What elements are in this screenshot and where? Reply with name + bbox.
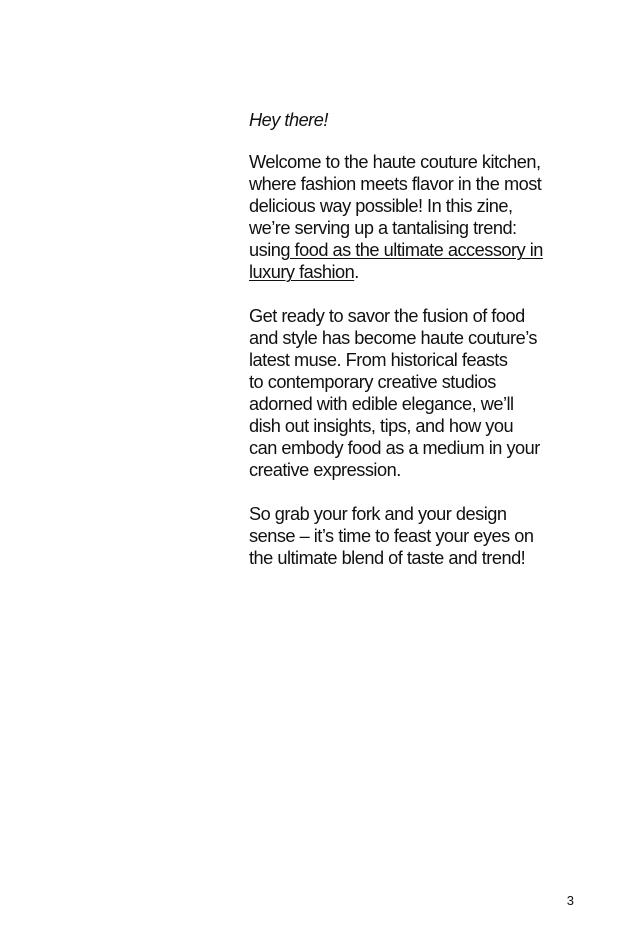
intro-line-prefix: using <box>249 240 290 260</box>
body-line: can embody food as a medium in your <box>249 438 540 458</box>
intro-line <box>249 261 579 283</box>
food-accessory-link[interactable]: food as the ultimate accessory in <box>289 240 543 260</box>
body-line: creative expression. <box>249 460 401 480</box>
body-line: Get ready to savor the fusion of food <box>249 306 525 326</box>
intro-line: delicious way possible! In this zine, <box>249 196 513 216</box>
intro-line: we’re serving up a tantalising trend: <box>249 218 517 238</box>
body-line: latest muse. From historical feasts <box>249 350 508 370</box>
text-column <box>249 109 579 591</box>
body-line: adorned with edible elegance, we’ll <box>249 394 514 414</box>
intro-paragraph <box>249 151 579 283</box>
intro-line-suffix: . <box>354 262 359 282</box>
body-paragraph <box>249 305 579 481</box>
intro-line: where fashion meets flavor in the most <box>249 174 542 194</box>
luxury-fashion-link[interactable]: luxury fashion <box>249 262 355 282</box>
body-line: dish out insights, tips, and how you <box>249 416 514 436</box>
closing-line: sense – it’s time to feast your eyes on <box>249 526 534 546</box>
closing-line: the ultimate blend of taste and trend! <box>249 548 526 568</box>
greeting: Hey there! <box>249 110 328 130</box>
body-line: to contemporary creative studios <box>249 372 496 392</box>
closing-line: So grab your fork and your design <box>249 504 507 524</box>
intro-line <box>249 239 579 261</box>
closing-paragraph <box>249 503 579 569</box>
body-line: and style has become haute couture’s <box>249 328 538 348</box>
intro-line: Welcome to the haute couture kitchen, <box>249 152 541 172</box>
page-number: 3 <box>566 893 574 908</box>
